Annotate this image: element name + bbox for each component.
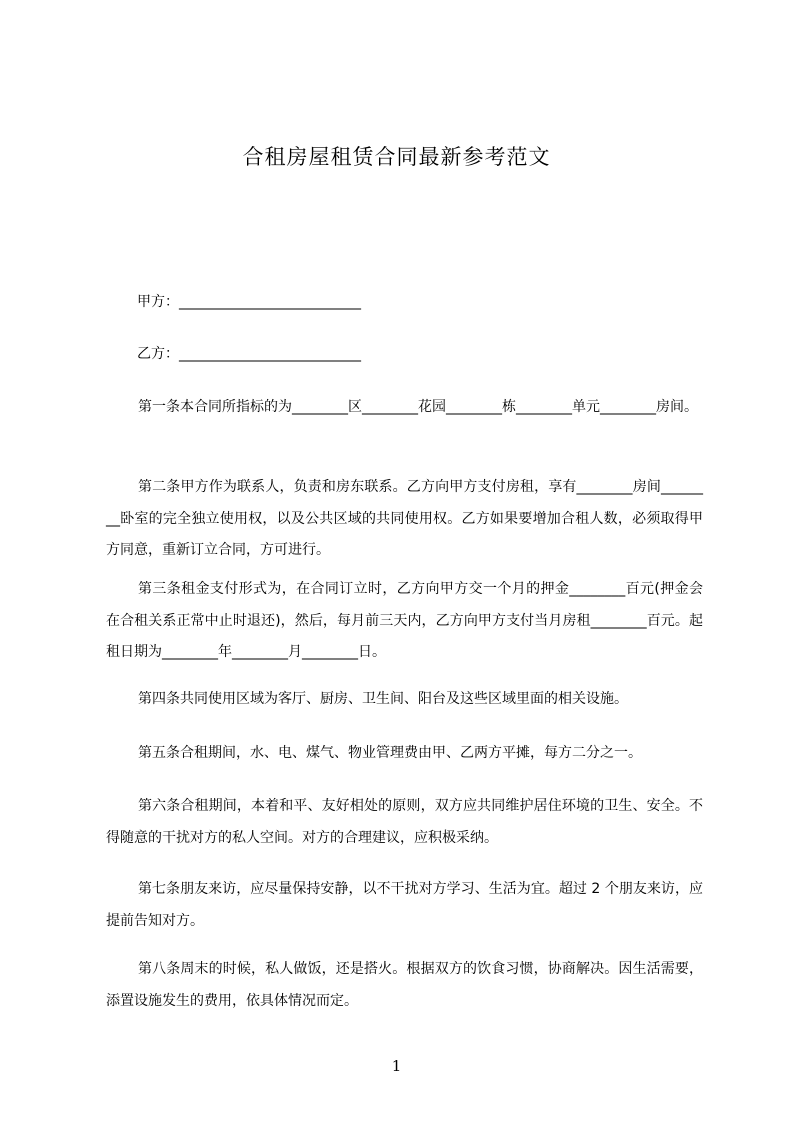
- page-number: 1: [391, 1057, 402, 1075]
- article-8: 第八条周末的时候，私人做饭，还是搭火。根据双方的饮食习惯，协商解决。因生活需要，添置设施发生的费用，依具体情况而定。: [106, 961, 703, 1009]
- article-6: 第六条合租期间，本着和平、友好相处的原则，双方应共同维护居住环境的卫生、安全。不得随意的干扰对方的私人空间。对方的合理建议，应积极采纳。: [106, 798, 703, 846]
- article-4: 第四条共同使用区域为客厅、厨房、卫生间、阳台及这些区域里面的相关设施。: [138, 691, 628, 707]
- party-b-line: 乙方：__________________________: [137, 346, 361, 362]
- article-7: 第七条朋友来访，应尽量保持安静，以不干扰对方学习、生活为宜。超过 2 个朋友来访，应提前告知对方。: [106, 881, 703, 929]
- article-5: 第五条合租期间，水、电、煤气、物业管理费由甲、乙两方平摊，每方二分之一。: [138, 745, 642, 761]
- article-3: 第三条租金支付形式为，在合同订立时，乙方向甲方交一个月的押金________百元(押金会在合租关系正常中止时退还)，然后，每月前三天内，乙方向甲方支付当月房租________百元。起租日期为________年________月________日。: [106, 581, 703, 660]
- article-1: 第一条本合同所指标的为________区________花园________栋________单元________房间。: [138, 399, 698, 415]
- article-2: 第二条甲方作为联系人，负责和房东联系。乙方向甲方支付房租，享有________房间________卧室的完全独立使用权，以及公共区域的共同使用权。乙方如果要增加合租人数，必须取得甲方同意，重新订立合同，方可进行。: [106, 479, 703, 558]
- party-a-line: 甲方：__________________________: [137, 294, 361, 310]
- document-title: 合租房屋租赁合同最新参考范文: [242, 145, 551, 169]
